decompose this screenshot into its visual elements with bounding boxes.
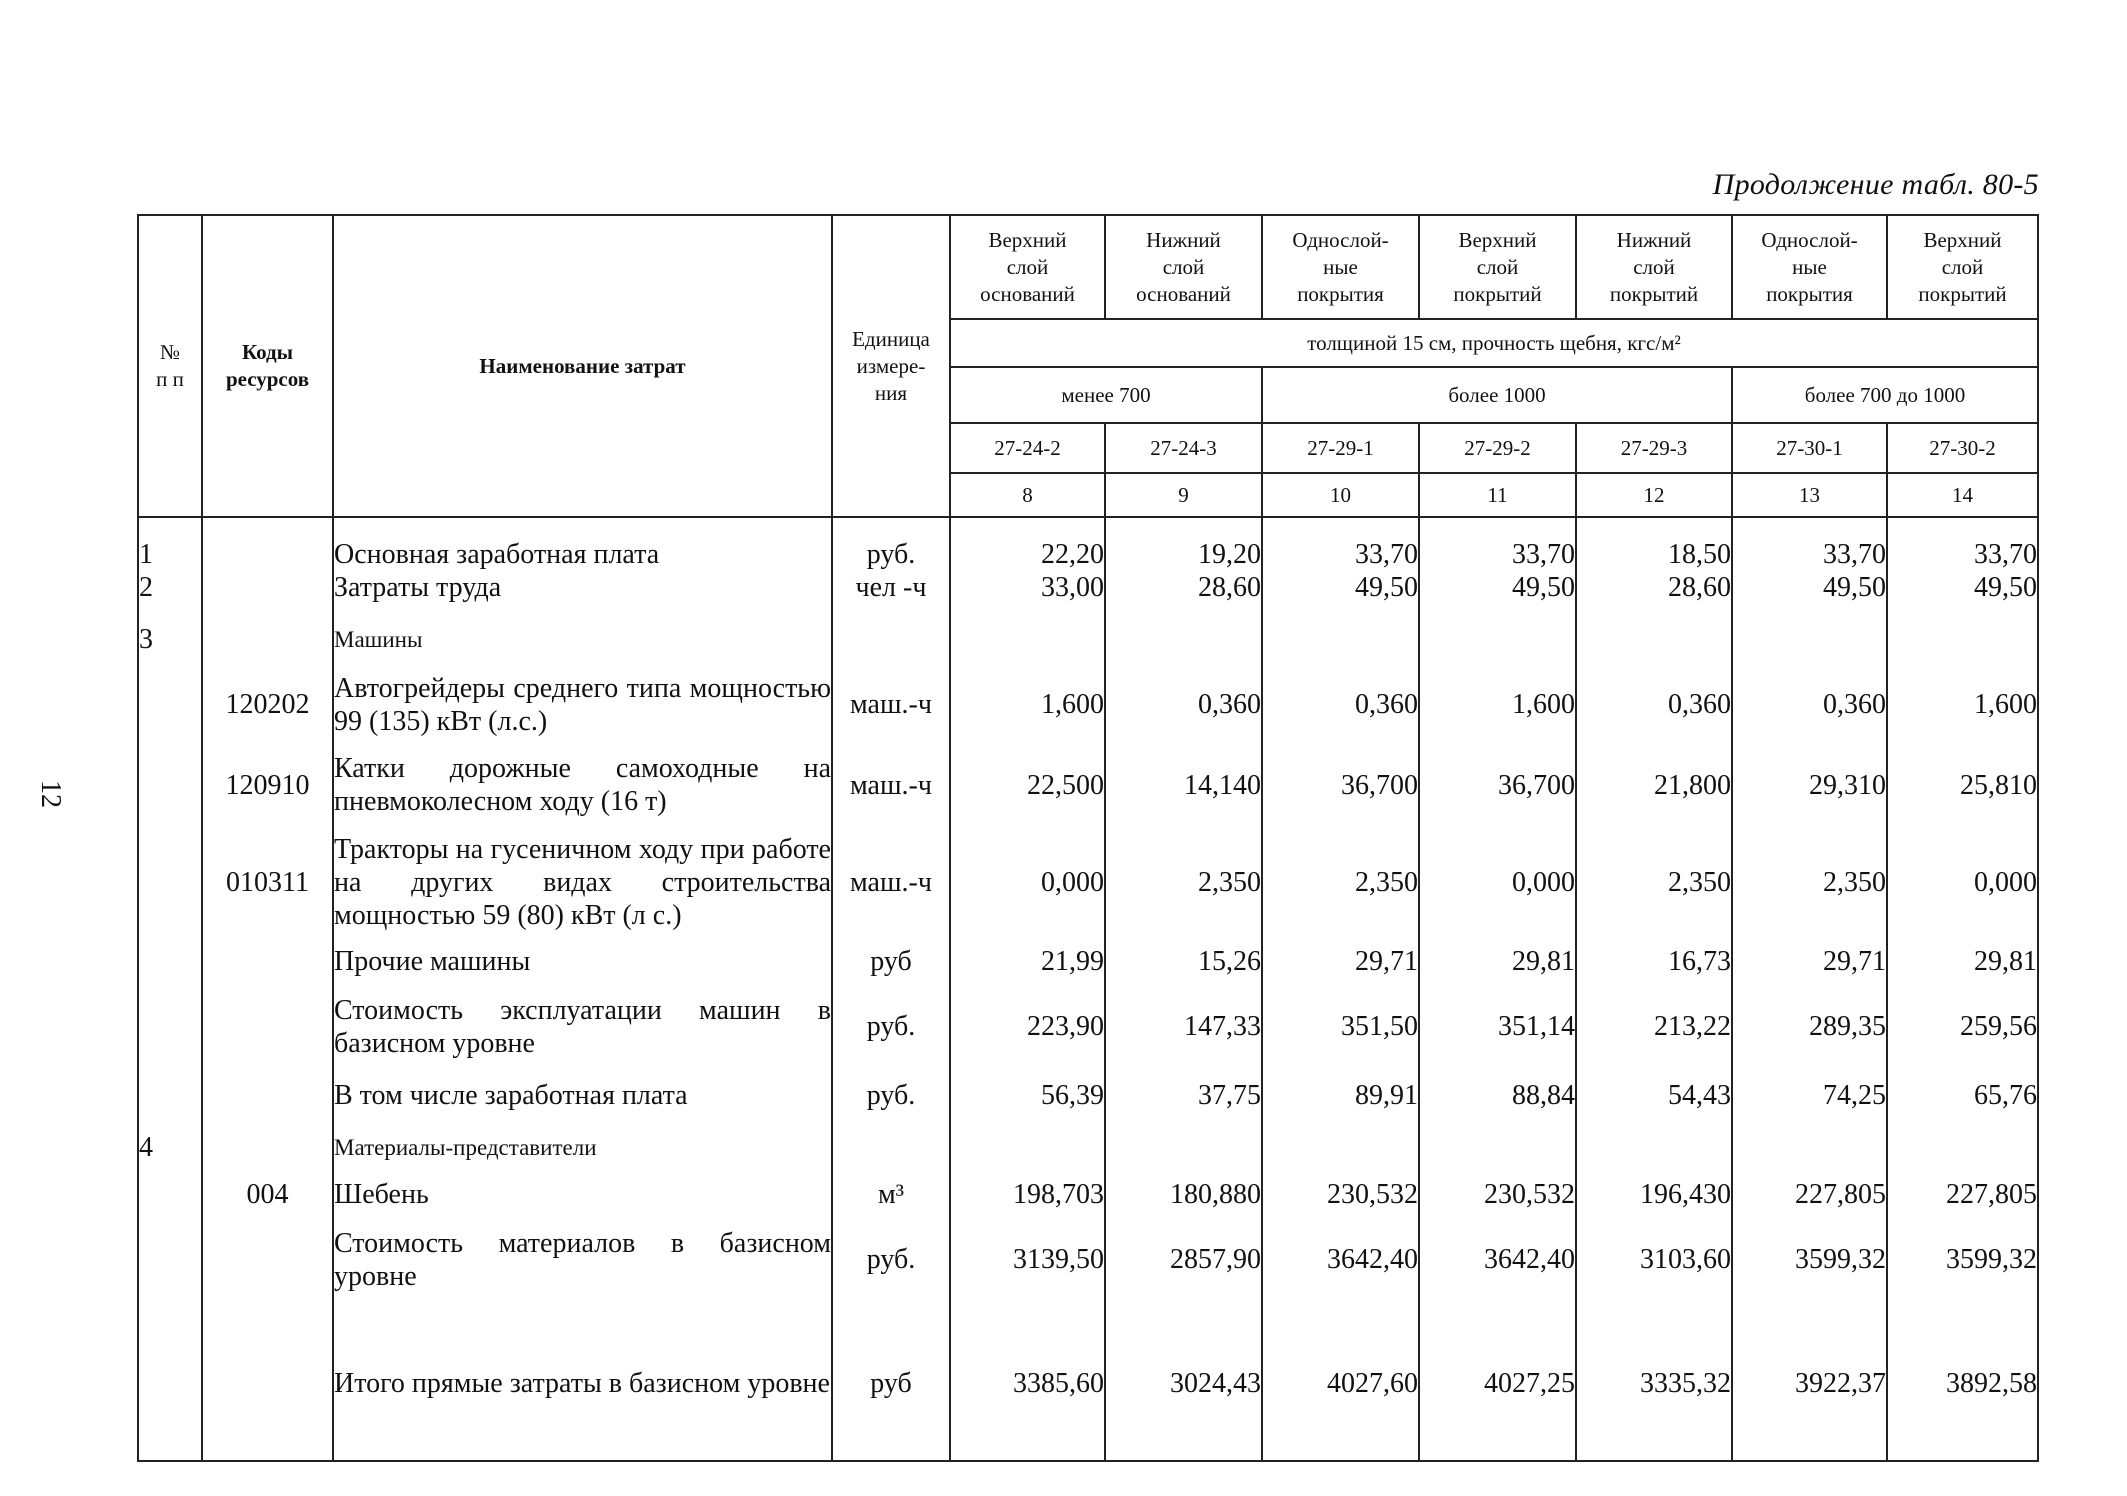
value-cell	[1887, 609, 2038, 657]
header-col-number: 9	[1105, 473, 1262, 517]
row-number: 3	[138, 609, 202, 657]
value-cell: 65,76	[1887, 1061, 2038, 1117]
resource-code	[202, 1294, 333, 1461]
unit: м³	[832, 1165, 950, 1213]
unit: руб. чел -ч	[832, 517, 950, 609]
header-col-title: Верхний слой покрытий	[1887, 215, 2038, 319]
value-cell	[950, 1117, 1105, 1165]
value-cell: 16,73	[1576, 932, 1732, 980]
value-cell: 19,20 28,60	[1105, 517, 1262, 609]
table-row	[138, 1165, 2038, 1213]
header-resource-code: 27-29-2	[1419, 423, 1576, 473]
value-cell: 227,805	[1732, 1165, 1887, 1213]
resource-code: 010311	[202, 819, 333, 933]
value-cell: 25,810	[1887, 738, 2038, 818]
header-col-number: 12	[1576, 473, 1732, 517]
table-row	[138, 1117, 2038, 1165]
header-resource-code: 27-24-3	[1105, 423, 1262, 473]
row-number	[138, 1294, 202, 1461]
value-cell: 2,350	[1262, 819, 1419, 933]
value-cell: 351,14	[1419, 980, 1576, 1060]
value-cell: 0,000	[1887, 819, 2038, 933]
value-cell: 3599,32	[1732, 1214, 1887, 1294]
header-name: Наименование затрат	[333, 215, 832, 517]
value-cell: 14,140	[1105, 738, 1262, 818]
table-row	[138, 609, 2038, 657]
resource-code	[202, 980, 333, 1060]
value-cell: 21,800	[1576, 738, 1732, 818]
value-cell: 33,70 49,50	[1419, 517, 1576, 609]
value-cell: 3335,32	[1576, 1294, 1732, 1461]
header-strength-group: более 1000	[1262, 367, 1732, 423]
row-number: 4	[138, 1117, 202, 1165]
cost-name: Автогрейдеры среднего типа мощностью 99 (135) кВт (л.с.)	[333, 658, 832, 738]
table-row	[138, 1214, 2038, 1294]
value-cell: 196,430	[1576, 1165, 1732, 1213]
table-row	[138, 932, 2038, 980]
value-cell: 36,700	[1419, 738, 1576, 818]
row-number	[138, 1214, 202, 1294]
cost-name: В том числе заработная плата	[333, 1061, 832, 1117]
value-cell: 4027,25	[1419, 1294, 1576, 1461]
value-cell: 18,50 28,60	[1576, 517, 1732, 609]
table-row	[138, 1294, 2038, 1461]
value-cell	[950, 609, 1105, 657]
table-row	[138, 819, 2038, 933]
resource-code: 120910	[202, 738, 333, 818]
header-thickness: толщиной 15 см, прочность щебня, кгс/м²	[950, 319, 2038, 367]
header-resource-code: 27-24-2	[950, 423, 1105, 473]
value-cell: 3642,40	[1419, 1214, 1576, 1294]
value-cell: 1,600	[950, 658, 1105, 738]
row-number	[138, 1165, 202, 1213]
value-cell: 29,310	[1732, 738, 1887, 818]
value-cell: 3103,60	[1576, 1214, 1732, 1294]
row-number	[138, 738, 202, 818]
value-cell: 351,50	[1262, 980, 1419, 1060]
value-cell	[1419, 609, 1576, 657]
value-cell	[1887, 1117, 2038, 1165]
row-number	[138, 980, 202, 1060]
header-col-title: Однослой- ные покрытия	[1732, 215, 1887, 319]
value-cell: 29,71	[1732, 932, 1887, 980]
unit	[832, 609, 950, 657]
value-cell	[1105, 1117, 1262, 1165]
resource-code	[202, 1117, 333, 1165]
table-row	[138, 517, 2038, 609]
row-number	[138, 658, 202, 738]
unit: руб	[832, 932, 950, 980]
resource-code	[202, 1214, 333, 1294]
header-unit: Единица измере- ния	[832, 215, 950, 517]
value-cell	[1105, 609, 1262, 657]
value-cell: 1,600	[1887, 658, 2038, 738]
unit: руб.	[832, 1214, 950, 1294]
table-row	[138, 738, 2038, 818]
cost-name: Итого прямые затраты в базисном уровне	[333, 1294, 832, 1461]
value-cell: 29,81	[1419, 932, 1576, 980]
value-cell: 180,880	[1105, 1165, 1262, 1213]
value-cell: 3922,37	[1732, 1294, 1887, 1461]
header-col-number: 8	[950, 473, 1105, 517]
table-row	[138, 658, 2038, 738]
header-col-number: 14	[1887, 473, 2038, 517]
value-cell: 2,350	[1105, 819, 1262, 933]
unit: руб.	[832, 980, 950, 1060]
header-col-title: Нижний слой оснований	[1105, 215, 1262, 319]
row-number	[138, 1061, 202, 1117]
header-resource-code: 27-29-1	[1262, 423, 1419, 473]
value-cell: 22,500	[950, 738, 1105, 818]
row-number	[138, 932, 202, 980]
value-cell	[1576, 1117, 1732, 1165]
value-cell: 1,600	[1419, 658, 1576, 738]
cost-name: Стоимость материалов в базисном уровне	[333, 1214, 832, 1294]
value-cell: 3024,43	[1105, 1294, 1262, 1461]
value-cell: 0,360	[1105, 658, 1262, 738]
value-cell: 33,70 49,50	[1887, 517, 2038, 609]
header-codes: Коды ресурсов	[202, 215, 333, 517]
value-cell: 227,805	[1887, 1165, 2038, 1213]
value-cell: 259,56	[1887, 980, 2038, 1060]
cost-name: Стоимость эксплуатации машин в базисном уровне	[333, 980, 832, 1060]
page-number: 12	[35, 780, 66, 808]
value-cell: 147,33	[1105, 980, 1262, 1060]
value-cell	[1576, 609, 1732, 657]
table-row	[138, 980, 2038, 1060]
value-cell: 29,71	[1262, 932, 1419, 980]
value-cell: 54,43	[1576, 1061, 1732, 1117]
header-col-number: 11	[1419, 473, 1576, 517]
unit: маш.-ч	[832, 658, 950, 738]
cost-name: Шебень	[333, 1165, 832, 1213]
value-cell: 2,350	[1732, 819, 1887, 933]
value-cell: 2857,90	[1105, 1214, 1262, 1294]
value-cell: 0,360	[1732, 658, 1887, 738]
resource-code: 004	[202, 1165, 333, 1213]
header-col-number: 10	[1262, 473, 1419, 517]
value-cell: 289,35	[1732, 980, 1887, 1060]
resource-code	[202, 609, 333, 657]
value-cell: 0,360	[1262, 658, 1419, 738]
value-cell	[1732, 609, 1887, 657]
cost-name: Тракторы на гусеничном ходу при работе на других видах строительства мощностью 59 (80) кВт (л с.)	[333, 819, 832, 933]
value-cell: 3385,60	[950, 1294, 1105, 1461]
resource-code	[202, 517, 333, 609]
value-cell: 3599,32	[1887, 1214, 2038, 1294]
value-cell: 33,70 49,50	[1262, 517, 1419, 609]
cost-table	[137, 214, 2039, 1462]
resource-code	[202, 1061, 333, 1117]
value-cell: 74,25	[1732, 1061, 1887, 1117]
value-cell: 56,39	[950, 1061, 1105, 1117]
header-col-title: Нижний слой покрытий	[1576, 215, 1732, 319]
row-number	[138, 819, 202, 933]
value-cell: 230,532	[1419, 1165, 1576, 1213]
value-cell	[1262, 609, 1419, 657]
value-cell: 3892,58	[1887, 1294, 2038, 1461]
cost-name: Прочие машины	[333, 932, 832, 980]
section-heading: Материалы-представители	[333, 1117, 832, 1165]
value-cell: 33,70 49,50	[1732, 517, 1887, 609]
table-row	[138, 1061, 2038, 1117]
table-caption: Продолжение табл. 80-5	[1712, 168, 2039, 201]
value-cell: 15,26	[1105, 932, 1262, 980]
value-cell: 2,350	[1576, 819, 1732, 933]
value-cell	[1262, 1117, 1419, 1165]
value-cell: 29,81	[1887, 932, 2038, 980]
value-cell: 88,84	[1419, 1061, 1576, 1117]
row-number: 1 2	[138, 517, 202, 609]
unit: маш.-ч	[832, 738, 950, 818]
resource-code: 120202	[202, 658, 333, 738]
unit	[832, 1117, 950, 1165]
value-cell: 89,91	[1262, 1061, 1419, 1117]
value-cell: 213,22	[1576, 980, 1732, 1060]
section-heading: Машины	[333, 609, 832, 657]
value-cell: 223,90	[950, 980, 1105, 1060]
value-cell	[1419, 1117, 1576, 1165]
value-cell: 198,703	[950, 1165, 1105, 1213]
header-resource-code: 27-29-3	[1576, 423, 1732, 473]
unit: руб	[832, 1294, 950, 1461]
value-cell: 21,99	[950, 932, 1105, 980]
value-cell: 0,000	[1419, 819, 1576, 933]
value-cell: 3642,40	[1262, 1214, 1419, 1294]
header-resource-code: 27-30-2	[1887, 423, 2038, 473]
header-col-title: Верхний слой покрытий	[1419, 215, 1576, 319]
value-cell	[1732, 1117, 1887, 1165]
header-num: № п п	[138, 215, 202, 517]
header-strength-group: менее 700	[950, 367, 1262, 423]
header-col-number: 13	[1732, 473, 1887, 517]
header-col-title: Верхний слой оснований	[950, 215, 1105, 319]
value-cell: 36,700	[1262, 738, 1419, 818]
value-cell: 0,360	[1576, 658, 1732, 738]
header-strength-group: более 700 до 1000	[1732, 367, 2038, 423]
resource-code	[202, 932, 333, 980]
value-cell: 0,000	[950, 819, 1105, 933]
value-cell: 230,532	[1262, 1165, 1419, 1213]
header-col-title: Однослой- ные покрытия	[1262, 215, 1419, 319]
value-cell: 3139,50	[950, 1214, 1105, 1294]
table-header	[138, 215, 2038, 517]
cost-name: Катки дорожные самоходные на пневмоколесном ходу (16 т)	[333, 738, 832, 818]
unit: маш.-ч	[832, 819, 950, 933]
value-cell: 37,75	[1105, 1061, 1262, 1117]
unit: руб.	[832, 1061, 950, 1117]
value-cell: 4027,60	[1262, 1294, 1419, 1461]
cost-name: Основная заработная плата Затраты труда	[333, 517, 832, 609]
value-cell: 22,20 33,00	[950, 517, 1105, 609]
table-body	[138, 517, 2038, 1461]
header-resource-code: 27-30-1	[1732, 423, 1887, 473]
